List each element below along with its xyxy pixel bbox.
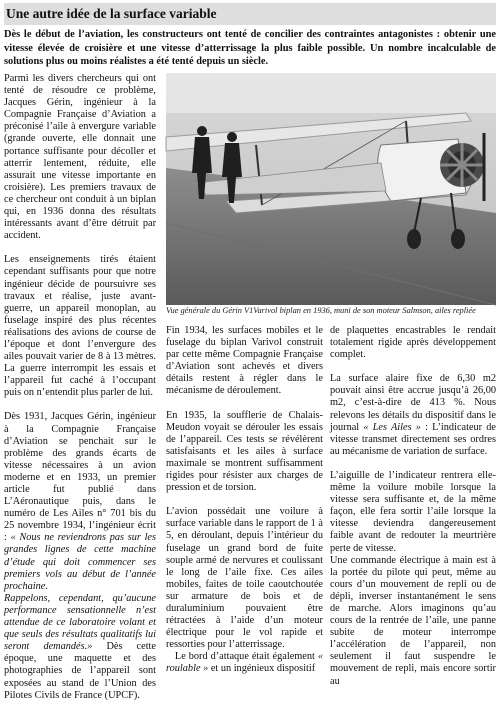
quote: « Les Ailes » <box>363 421 421 433</box>
paragraph: L’aiguille de l’indicateur rentrera elle-même la voilure mobile lorsque la vitesse sera suffisante et, de la même façon, elle fera sortir l’aile lorsque la vitesse deviendra dangereusement faible avant de redouter la meurtrière perte de vitesse. <box>330 469 496 554</box>
quote: Rappelons, cependant, qu’aucune performance sensationnelle n’est attendue de ce laboratoire volant et que seuls des résultats qualitatifs lui seront demandés.» <box>4 592 156 653</box>
biplane-photo <box>166 73 496 305</box>
article-intro: Dès le début de l’aviation, les constructeurs ont tenté de concilier des contraintes antagonistes : obtenir une vitesse élevée de croisière et une vitesse d’atterrissage la plus faible possible. Un nombre incalculable de solutions plus ou moins réalistes a été tenté depuis un siècle. <box>4 29 496 68</box>
paragraph: de plaquettes encastrables le rendait totalement rigide après développement complet. <box>330 325 496 361</box>
paragraph: Rappelons, cependant, qu’aucune performance sensationnelle n’est attendue de ce laboratoire volant et que seuls des résultats qualitatifs lui seront demandés.» Dès cette époque, une maquette et des photographies de l’appareil sont exposées au stand de l’Union des Pilotes Civils de France (UPCF). <box>4 592 156 701</box>
paragraph: Le bord d’attaque était également « roulable » et un ingénieux dispositif <box>166 651 323 675</box>
column-3 <box>330 325 496 688</box>
quote: « Nous ne reviendrons pas sur les grandes lignes de cette machine d’étude qui doit commencer ses premiers vols au début de l’année prochaine. <box>4 532 157 592</box>
paragraph: Parmi les divers chercheurs qui ont tenté de résoudre ce problème, Jacques Gérin, ingénieur à la Compagnie Française d’Aviation a préconisé l’aile à envergure variable (grande ouverte, elle donnait une portance suffisante pour décoller et atterrir lentement, réduite, elle assurait une vitesse importante en croisière). Les premiers travaux de ce chercheur ont conduit à un biplan qui, en 1936 donna des résultats intéressants avant d’être détruit par accident. <box>4 73 156 242</box>
column-2 <box>166 325 323 676</box>
paragraph: En 1935, la soufflerie de Chalais-Meudon voyait se dérouler les essais de l’appareil. Ces tests se révélèrent satisfaisants et les ailes à surface maximale se montrent suffisamment rigides pour résister aux charges de pression et de torsion. <box>166 409 323 494</box>
paragraph: Une commande électrique à main est à la portée du pilote qui peut, même au cours d’un mouvement de repli ou de dépli, inverser instantanément le sens de marche. Alors imaginons qu’au cours de la rentrée de l’aile, une panne subite de moteur interrompe l’accélération de l’appareil, non seulement il faut suspendre le mouvement de repli, mais encore sortir au <box>330 554 496 687</box>
article-title: Une autre idée de la surface variable <box>4 3 496 25</box>
paragraph: Fin 1934, les surfaces mobiles et le fuselage du biplan Varivol construit par cette même Compagnie Française d’Aviation sont achevés et divers détails restent à régler dans le mécanisme de déroulement. <box>166 325 323 397</box>
paragraph: Les enseignements tirés étaient cependant suffisants pour que notre ingénieur décide de poursuivre ses travaux et réalise, juste avant-guerre, un appareil monoplan, au fuselage inspiré des plus récentes réalisations des avions de course de l’époque et dont l’envergure des ailes pouvait varier de 8 à 13 mètres. La guerre interrompit les essais et l’appareil fut caché à l’occupant puis on n’entendit plus parler de lui. <box>4 254 156 399</box>
paragraph: La surface alaire fixe de 6,30 m2 pouvait ainsi être accrue jusqu’à 26,00 m2, c’est-à-dire de 413 %. Nous relevons les détails du dispositif dans le journal « Les Ailes » : L’indicateur de vitesse transmet directement ses ordres au mécanisme de variation de surface. <box>330 373 496 457</box>
paragraph: Dès 1931, Jacques Gérin, ingénieur à la Compagnie Française d’Aviation se penchait sur le problème des grands écarts de vitesse nécessaires à un avion moderne et en 1933, un premier article fut publié dans L’Aéronautique puis, dans le numéro de Les Ailes n° 701 bis du 25 novembre 1934, l’ingénieur écrit : « Nous ne reviendrons pas sur les grandes lignes de cette machine d’étude qui doit commencer ses premiers vols au début de l’année prochaine. <box>4 411 157 592</box>
column-1 <box>4 73 156 702</box>
paragraph: L’avion possédait une voilure à surface variable dans le rapport de 1 à 5, en déroulant, depuis l’intérieur du fuselage un grand bord de fuite souple armé de nervures et coulissant le long de l’aile fixe. Ces ailes mobiles, faites de toile caoutchoutée sur armature de bois et de duraluminium pouvaient être rétractées à l’aide d’un moteur électrique pour le vol rapide et ressorties pour l’atterrissage. <box>166 506 323 651</box>
photo-caption: Vue générale du Gérin V1Varivol biplan en 1936, muni de son moteur Salmson, ailes repliée <box>166 306 476 315</box>
quote: « roulable » <box>166 651 323 675</box>
